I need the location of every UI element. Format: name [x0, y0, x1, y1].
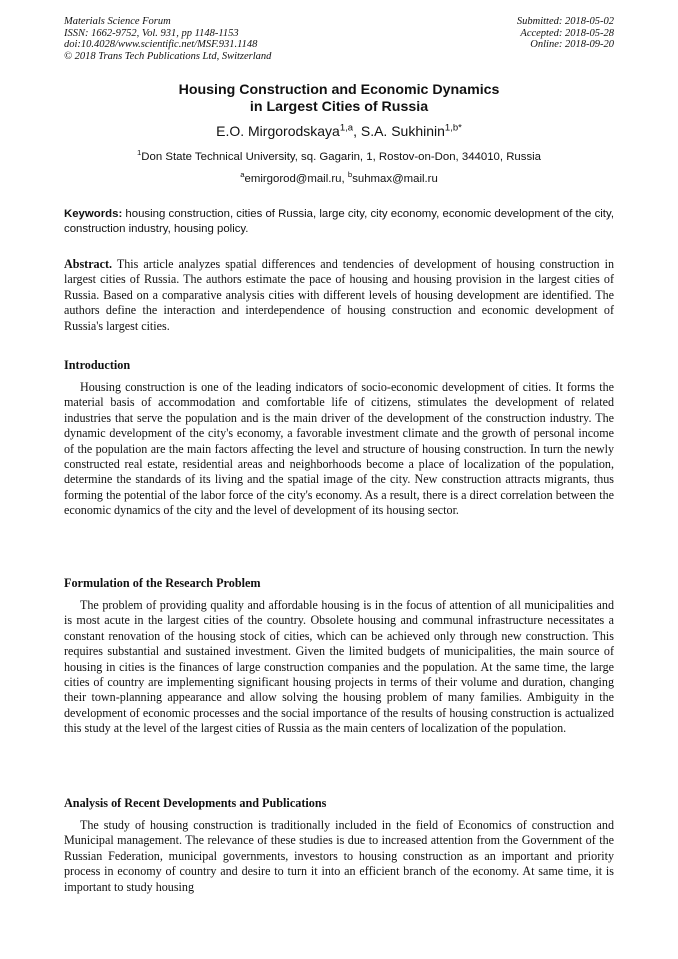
abstract — [64, 257, 614, 334]
email-a: emirgorod@mail.ru — [244, 173, 342, 185]
affiliation — [64, 150, 614, 164]
section-body-recent-developments: The study of housing construction is traditionally included in the field of Economics of construction and Municipal management. The relevance of these studies is due to increased attention from the Government of the Russian Federation, municipal governments, investors to housing construction as an important and priority process in economy of country and desire to turn it into an efficient branch of the economy. At same time, it is important to study housing — [64, 818, 614, 894]
section-body-introduction: Housing construction is one of the leading indicators of socio-economic development of cities. It forms the material basis of accommodation and comfortable life of citizens, stimulates the development of related industries that serve the population and is the main driver of the development of the construction industry. The dynamic development of the city's economy, a favorable investment climate and the growth of personal income of the population are the main factors affecting the level and structure of housing construction. In turn the newly constructed real estate, residential areas and neighborhoods become a place of localization of the population, determine the standards of its living and the spatial image of the city. New construction attracts migrants, thus forming the potential of the labor force of the city's economy. As a result, there is a direct correlation between the economic dynamics of the city and the level of development of its housing sector. — [64, 380, 614, 518]
journal-name: Materials Science Forum — [64, 16, 171, 27]
issn-volume-pages: ISSN: 1662-9752, Vol. 931, pp 1148-1153 — [64, 27, 239, 39]
email-b-mark: b — [347, 170, 353, 180]
submitted-date: Submitted: 2018-05-02 — [516, 16, 614, 27]
author-2-affiliation-mark: 1,b* — [444, 122, 462, 134]
section-heading-recent-developments: Analysis of Recent Developments and Publications — [64, 796, 327, 810]
affiliation-text: Don State Technical University, sq. Gagarin, 1, Rostov-on-Don, 344010, Russia — [141, 151, 542, 163]
submission-dates — [517, 16, 614, 51]
author-list — [64, 122, 614, 140]
keywords-text: housing construction, cities of Russia, large city, city economy, economic development of the city, construction industry, housing policy. — [64, 208, 614, 235]
abstract-text: This article analyzes spatial differences and tendencies of development of housing construction in largest cities of Russia. The authors estimate the pace of housing and housing provision in the largest cities of Russia. Based on a comparative analysis cities with different levels of housing development are identified. The authors define the interaction and interdependence of housing construction and economic development of Russia's largest cities. — [64, 257, 614, 333]
paper-title — [64, 82, 614, 116]
keywords-label: Keywords: — [64, 208, 123, 220]
copyright: © 2018 Trans Tech Publications Ltd, Switzerland — [64, 50, 272, 62]
doi: doi:10.4028/www.scientific.net/MSF.931.1148 — [64, 39, 258, 51]
author-separator: , — [353, 123, 361, 139]
author-emails — [64, 172, 614, 186]
email-b: suhmax@mail.ru — [352, 173, 438, 185]
title-line-1: Housing Construction and Economic Dynamics — [178, 82, 500, 98]
keywords — [64, 207, 614, 237]
journal-info — [64, 16, 271, 62]
email-separator: , — [341, 173, 348, 185]
accepted-date: Accepted: 2018-05-28 — [520, 27, 614, 39]
online-date: Online: 2018-09-20 — [530, 39, 614, 51]
email-a-mark: a — [240, 170, 245, 180]
section-body-research-problem: The problem of providing quality and affordable housing is in the focus of attention of all municipalities and is most acute in the largest cities of the country. Obsolete housing and communal infrastructure necessitates a constant renovation of the housing stock of cities, which can be achieved only through new construction. This requires substantial and sustained investment. Given the limited budgets of municipalities, the main source of housing in cities is the finances of large construction companies and the population. At the same time, the large cities of country are implementing significant housing projects in terms of their volume and duration, changing their town-planning appearance and allow solving the housing problem of many families. Ambiguity in the development of economic processes and the social importance of the results of housing construction is actualized this study at the level of the largest cities of Russia as the main centers of localization of the population. — [64, 598, 614, 736]
author-2-name: S.A. Sukhinin — [360, 123, 445, 139]
section-heading-research-problem: Formulation of the Research Problem — [64, 576, 261, 590]
affiliation-mark: 1 — [136, 148, 142, 158]
abstract-label: Abstract. — [64, 257, 113, 271]
author-1-affiliation-mark: 1,a — [339, 122, 354, 134]
section-heading-introduction: Introduction — [64, 358, 131, 372]
author-1-name: E.O. Mirgorodskaya — [216, 123, 340, 139]
title-line-2: in Largest Cities of Russia — [249, 99, 429, 115]
